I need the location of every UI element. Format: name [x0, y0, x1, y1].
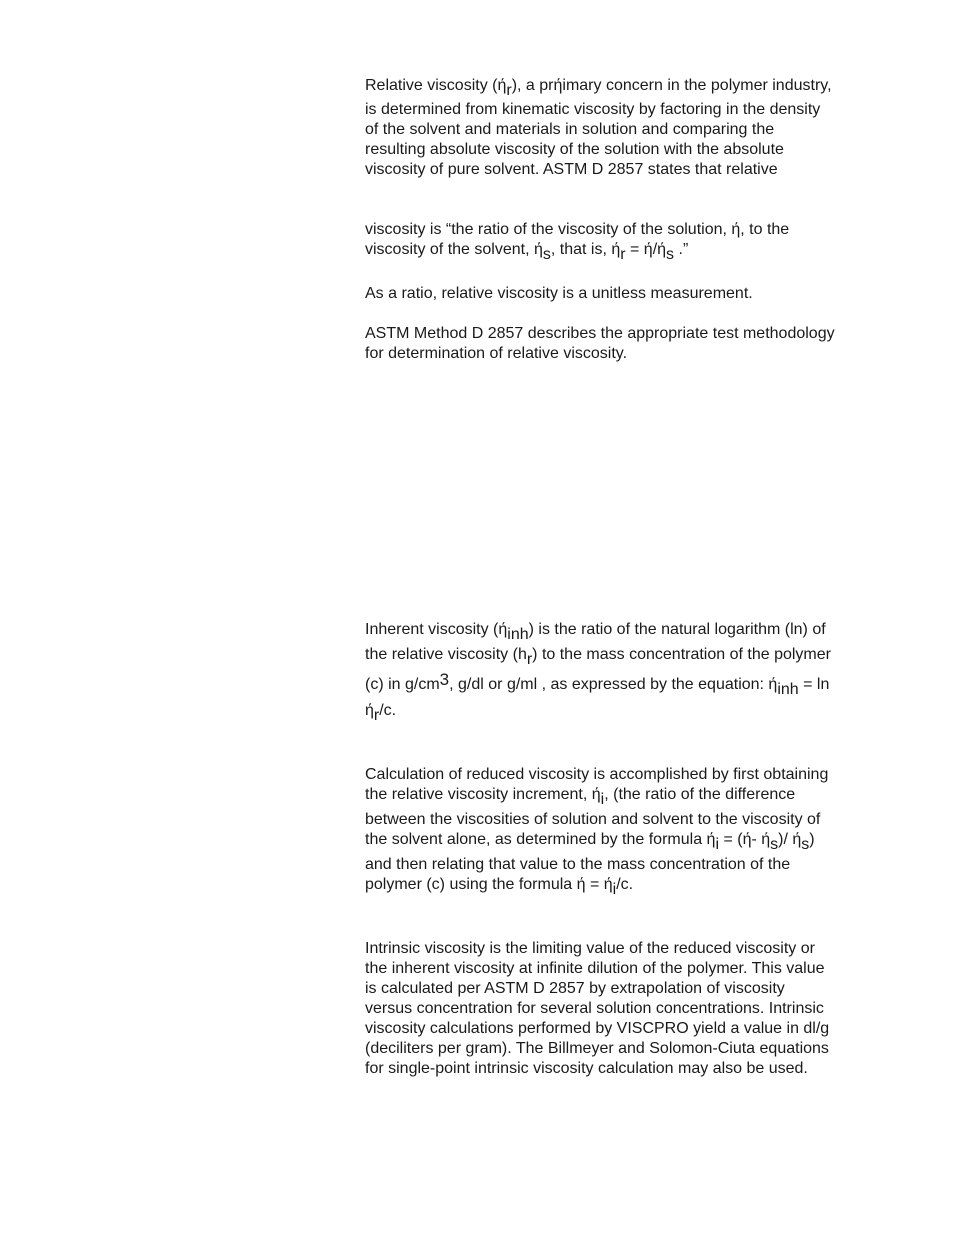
text-line: viscosity is “the ratio of the viscosity of the solution, ή, to the	[365, 221, 790, 238]
relative-viscosity-intro-paragraph	[365, 76, 875, 180]
text-line: versus concentration for several solution concentrations. Intrinsic	[365, 1000, 824, 1017]
text-line: viscosity of pure solvent. ASTM D 2857 states that relative	[365, 161, 778, 178]
text-line	[365, 785, 875, 808]
subscript: i	[600, 791, 605, 808]
text-line	[365, 875, 875, 898]
text-line: between the viscosities of solution and solvent to the viscosity of	[365, 811, 821, 828]
text-run: polymer (c) using the formula ή = ή	[365, 876, 613, 893]
text-line: Intrinsic viscosity is the limiting value of the reduced viscosity or	[365, 940, 815, 957]
text-line	[365, 830, 875, 853]
subscript: i	[715, 836, 719, 853]
text-line: is determined from kinematic viscosity by factoring in the density	[365, 101, 821, 118]
text-line: and then relating that value to the mass concentration of the	[365, 856, 791, 873]
text-run: the solvent alone, as determined by the formula ή	[365, 831, 716, 848]
text-run: /c.	[379, 702, 397, 719]
text-line: As a ratio, relative viscosity is a unitless measurement.	[365, 285, 753, 302]
text-run: , (the ratio of the difference	[604, 786, 796, 803]
text-run: )	[809, 831, 815, 848]
text-run: ) is the ratio of the natural logarithm (ln) of	[528, 621, 826, 638]
subscript: r	[373, 707, 380, 724]
text-run: Relative viscosity (ή	[365, 77, 507, 94]
text-run: /c.	[616, 876, 634, 893]
subscript: r	[526, 651, 533, 668]
text-run: = ln	[798, 676, 830, 693]
subscript: r	[620, 246, 626, 263]
subscript: s	[770, 836, 779, 853]
superscript: 3	[439, 670, 450, 689]
text-line: resulting absolute viscosity of the solution with the absolute	[365, 141, 784, 158]
text-line: for determination of relative viscosity.	[365, 345, 628, 362]
astm-method-paragraph	[365, 324, 875, 364]
text-line	[365, 240, 875, 263]
text-run: = ή/ή	[625, 241, 667, 258]
text-line: ASTM Method D 2857 describes the appropriate test methodology	[365, 325, 835, 342]
unitless-paragraph	[365, 284, 875, 304]
text-line	[365, 620, 875, 643]
text-line: Calculation of reduced viscosity is accomplished by first obtaining	[365, 766, 829, 783]
text-run: .”	[674, 241, 689, 258]
text-run: the relative viscosity increment, ή	[365, 786, 601, 803]
text-run: (c) in g/cm	[365, 676, 440, 693]
text-run: ) to the mass concentration of the polymer	[532, 646, 831, 663]
subscript: s	[801, 836, 810, 853]
text-line	[365, 701, 875, 724]
text-run: viscosity of the solvent, ή	[365, 241, 543, 258]
subscript: inh	[777, 681, 799, 698]
text-line: the inherent viscosity at infinite dilution of the polymer. This value	[365, 960, 825, 977]
reduced-viscosity-paragraph	[365, 765, 875, 898]
text-line	[365, 645, 875, 668]
text-run: the relative viscosity (h	[365, 646, 527, 663]
text-run: , that is, ή	[550, 241, 621, 258]
subscript: r	[506, 82, 512, 99]
text-line: is calculated per ASTM D 2857 by extrapolation of viscosity	[365, 980, 785, 997]
subscript: inh	[507, 626, 529, 643]
text-run: ή	[365, 702, 374, 719]
subscript: s	[666, 246, 675, 263]
text-line	[365, 76, 875, 99]
subscript: s	[542, 246, 551, 263]
astm-definition-paragraph	[365, 220, 875, 263]
text-line: viscosity calculations performed by VISCPRO yield a value in dl/g	[365, 1020, 830, 1037]
intrinsic-viscosity-paragraph	[365, 939, 875, 1079]
text-run: = (ή- ή	[719, 831, 771, 848]
text-line: (deciliters per gram). The Billmeyer and Solomon-Ciuta equations	[365, 1040, 829, 1057]
subscript: i	[612, 881, 617, 898]
text-run: ), a prήimary concern in the polymer industry,	[511, 77, 832, 94]
text-line	[365, 670, 875, 698]
text-run: )/ ή	[778, 831, 802, 848]
text-line: for single-point intrinsic viscosity calculation may also be used.	[365, 1060, 808, 1077]
text-run: , g/dl or g/ml , as expressed by the equation: ή	[449, 676, 778, 693]
text-run: Inherent viscosity (ή	[365, 621, 508, 638]
text-line: of the solvent and materials in solution and comparing the	[365, 121, 775, 138]
inherent-viscosity-paragraph	[365, 620, 875, 726]
